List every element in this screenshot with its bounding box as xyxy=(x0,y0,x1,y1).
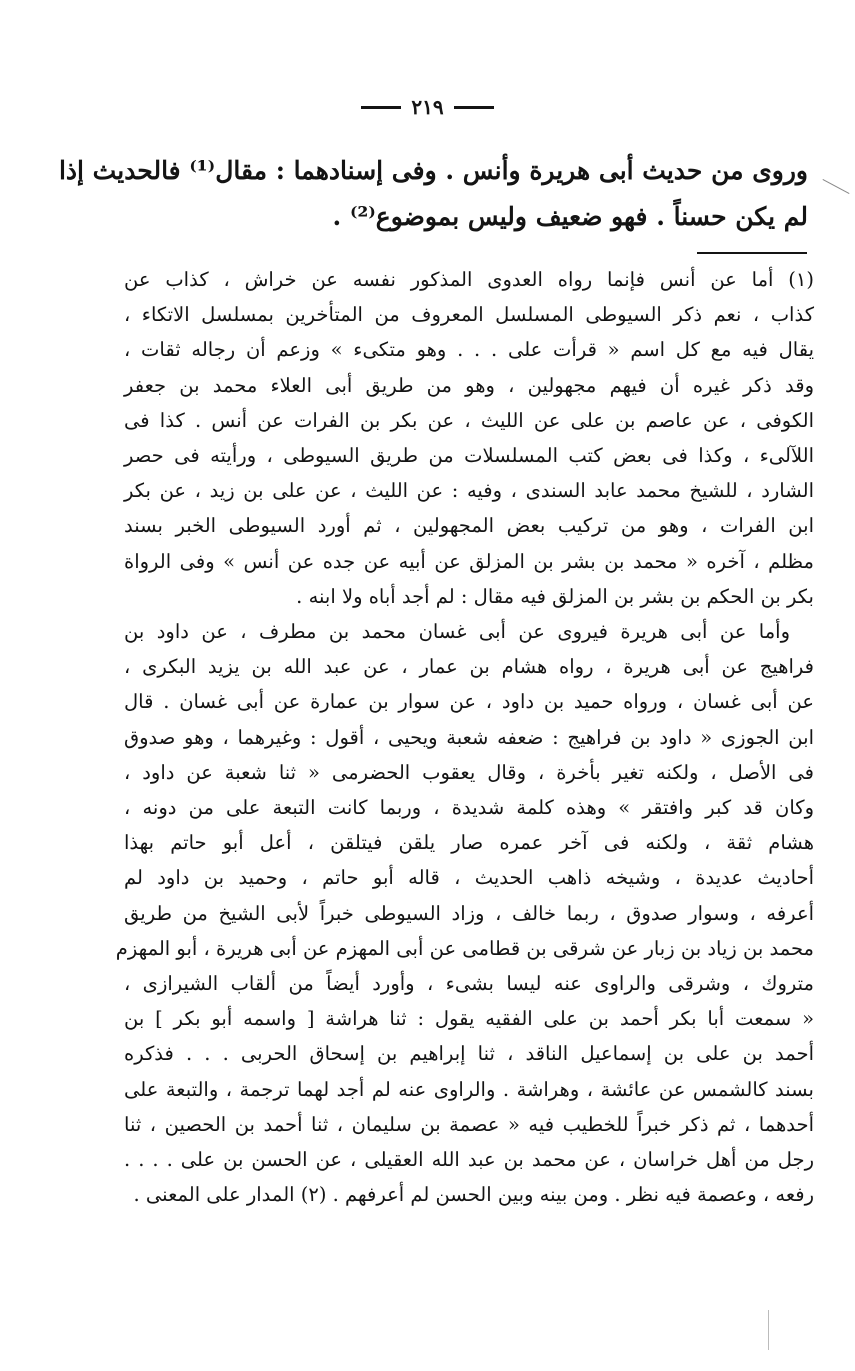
page-header xyxy=(0,90,855,124)
scan-artifact xyxy=(768,1310,769,1350)
footnote-line: « سمعت أبا بكر أحمد بن على الفقيه يقول : ثنا هراشة [ واسمه أبو بكر ] بن xyxy=(124,1007,814,1031)
footnote-line: اللآلىء ، وكذا فى بعض كتب المسلسلات من طريق السيوطى ، ورأيته فى حصر xyxy=(124,444,814,468)
footnote-line: هشام ثقة ، ولكنه فى آخر عمره صار يلقن فيتلقن ، أعل أبو حاتم بهذا xyxy=(124,831,814,855)
footnote-line: بكر بن الحكم بن بشر بن المزلق فيه مقال : لم أجد أباه ولا ابنه . xyxy=(296,584,814,608)
main-text xyxy=(58,148,808,240)
footnote-line: أحمد بن على بن إسماعيل الناقد ، ثنا إبراهيم بن إسحاق الحربى . . . فذكره xyxy=(124,1042,814,1066)
footnotes xyxy=(115,262,814,1212)
footnote-line: مظلم ، آخره « محمد بن بشر بن المزلق عن أبيه عن جده عن أنس » وفى الرواة xyxy=(124,549,814,573)
main-line-2: لم يكن حسناً . فهو ضعيف وليس بموضوع⁽²⁾ . xyxy=(332,202,808,231)
footnote-line: عن أبى غسان ، ورواه حميد بن داود ، عن سوار بن عمارة عن أبى غسان . قال xyxy=(124,690,814,714)
footnote-line: رجل من أهل خراسان ، عن محمد بن عبد الله العقيلى ، عن الحسن بن على . . . . xyxy=(124,1148,814,1172)
page-number: ٢١٩ xyxy=(411,95,444,119)
footnote-line: أحدهما ، ثم ذكر خبراً للخطيب فيه « عصمة بن سليمان ، ثنا أحمد بن الحصين ، ثنا xyxy=(124,1112,814,1136)
footnote-line: (١) أما عن أنس فإنما رواه العدوى المذكور نفسه عن خراش ، كذاب عن xyxy=(124,268,814,291)
footnote-line: متروك ، وشرقى والراوى عنه ليسا بشىء ، وأورد أيضاً من ألقاب الشيرازى ، xyxy=(124,972,814,996)
footnote-line: كذاب ، نعم ذكر السيوطى المسلسل المعروف من المتأخرين بمسلسل الاتكاء ، xyxy=(124,303,814,327)
footnote-line: بسند كالشمس عن عائشة ، وهراشة . والراوى عنه لم أجد لهما ترجمة ، والتبعة على xyxy=(124,1077,814,1101)
footnote-line: فراهيج عن أبى هريرة ، رواه هشام بن عمار ، عن عبد الله بن يزيد البكرى ، xyxy=(124,655,814,679)
footnote-line: وقد ذكر غيره أن فيهم مجهولين ، وهو من طريق أبى العلاء محمد بن جعفر xyxy=(124,373,814,397)
footnote-line: فى الأصل ، ولكنه تغير بأخرة ، وقال يعقوب الحضرمى « ثنا شعبة عن داود ، xyxy=(124,760,814,784)
footnote-line: وأما عن أبى هريرة فيروى عن أبى غسان محمد بن مطرف ، عن داود بن xyxy=(124,620,790,644)
footnote-line: محمد بن زياد بن زبار عن شرقى بن قطامى عن أبى المهزم عن أبى هريرة ، أبو المهزم xyxy=(115,936,814,960)
header-dash-right xyxy=(454,106,494,109)
footnote-line: الشارد ، للشيخ محمد عابد السندى ، وفيه : عن الليث ، عن على بن زيد ، عن بكر xyxy=(124,479,814,503)
footnote-line: ابن الفرات ، وهو من تركيب بعض المجهولين ، ثم أورد السيوطى الخبر بسند xyxy=(124,514,814,538)
footnote-line: يقال فيه مع كل اسم « قرأت على . . . وهو متكىء » وزعم أن رجاله ثقات ، xyxy=(124,338,814,362)
footnote-line: الكوفى ، عن عاصم بن على عن الليث ، عن بكر بن الفرات عن أنس . كذا فى xyxy=(124,408,814,432)
footnote-divider xyxy=(697,252,807,254)
header-dash-left xyxy=(361,106,401,109)
footnote-line: وكان قد كبر وافتقر » وهذه كلمة شديدة ، وربما كانت التبعة على من دونه ، xyxy=(124,796,814,820)
footnote-line: أحاديث عديدة ، وشيخه ذاهب الحديث ، قاله أبو حاتم ، وحميد بن داود لم xyxy=(124,866,814,890)
footnote-line: ابن الجوزى « داود بن فراهيج : ضعفه شعبة ويحيى ، أقول : وغيرهما ، وهو صدوق xyxy=(124,725,814,749)
scan-artifact xyxy=(823,179,850,194)
footnote-line: أعرفه ، وسوار صدوق ، ربما خالف ، وزاد السيوطى خبراً لأبى الشيخ من طريق xyxy=(124,901,814,925)
footnote-line: رفعه ، وعصمة فيه نظر . ومن بينه وبين الحسن لم أعرفهم . (٢) المدار على المعنى . xyxy=(133,1183,814,1207)
main-line-1: وروى من حديث أبى هريرة وأنس . وفى إسنادهما : مقال⁽¹⁾ فالحديث إذا xyxy=(58,156,808,185)
